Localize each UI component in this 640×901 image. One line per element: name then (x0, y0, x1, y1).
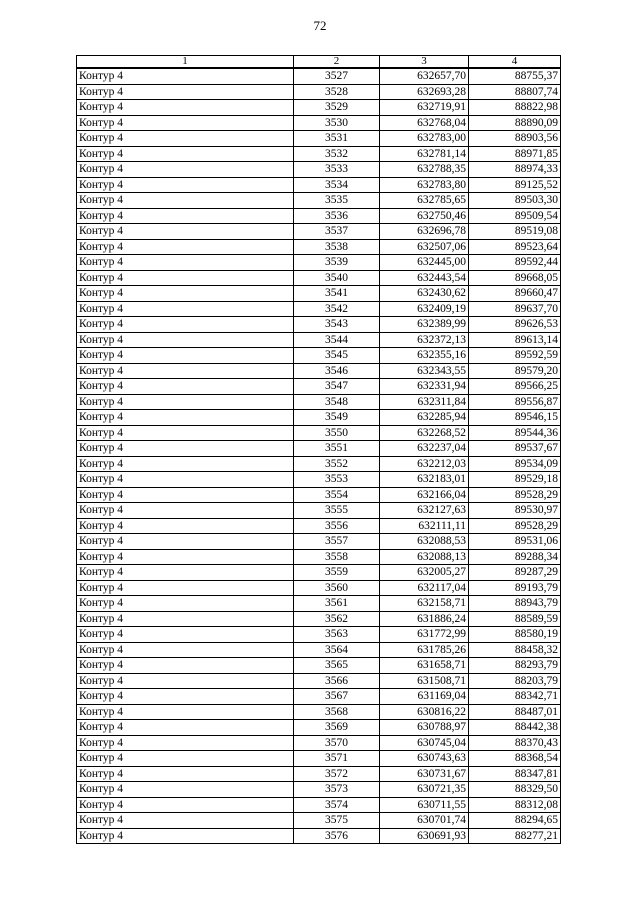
x-coordinate-cell: 632693,28 (380, 84, 469, 100)
table-row (77, 472, 561, 488)
table-row (77, 100, 561, 116)
x-coordinate-cell: 631508,71 (380, 673, 469, 689)
point-number-cell: 3530 (294, 115, 380, 131)
contour-name-cell: Контур 4 (77, 704, 294, 720)
table-row (77, 828, 561, 844)
point-number-cell: 3551 (294, 441, 380, 457)
contour-name-cell: Контур 4 (77, 379, 294, 395)
contour-name-cell: Контур 4 (77, 782, 294, 798)
x-coordinate-cell: 630743,63 (380, 751, 469, 767)
contour-name-cell: Контур 4 (77, 596, 294, 612)
x-coordinate-cell: 632430,62 (380, 286, 469, 302)
y-coordinate-cell: 89668,05 (469, 270, 561, 286)
x-coordinate-cell: 632331,94 (380, 379, 469, 395)
y-coordinate-cell: 89125,52 (469, 177, 561, 193)
point-number-cell: 3568 (294, 704, 380, 720)
contour-name-cell: Контур 4 (77, 565, 294, 581)
point-number-cell: 3543 (294, 317, 380, 333)
point-number-cell: 3544 (294, 332, 380, 348)
y-coordinate-cell: 89530,97 (469, 503, 561, 519)
contour-name-cell: Контур 4 (77, 673, 294, 689)
point-number-cell: 3561 (294, 596, 380, 612)
table-row (77, 84, 561, 100)
point-number-cell: 3573 (294, 782, 380, 798)
point-number-cell: 3548 (294, 394, 380, 410)
contour-name-cell: Контур 4 (77, 317, 294, 333)
point-number-cell: 3555 (294, 503, 380, 519)
y-coordinate-cell: 89556,87 (469, 394, 561, 410)
x-coordinate-cell: 631772,99 (380, 627, 469, 643)
y-coordinate-cell: 89193,79 (469, 580, 561, 596)
table-row (77, 642, 561, 658)
point-number-cell: 3539 (294, 255, 380, 271)
y-coordinate-cell: 88329,50 (469, 782, 561, 798)
table-row (77, 658, 561, 674)
table-row (77, 379, 561, 395)
x-coordinate-cell: 630691,93 (380, 828, 469, 844)
y-coordinate-cell: 89523,64 (469, 239, 561, 255)
point-number-cell: 3557 (294, 534, 380, 550)
contour-name-cell: Контур 4 (77, 642, 294, 658)
contour-name-cell: Контур 4 (77, 549, 294, 565)
y-coordinate-cell: 88807,74 (469, 84, 561, 100)
point-number-cell: 3556 (294, 518, 380, 534)
table-row (77, 720, 561, 736)
page-number: 72 (313, 18, 327, 33)
x-coordinate-cell: 630816,22 (380, 704, 469, 720)
y-coordinate-cell: 88368,54 (469, 751, 561, 767)
y-coordinate-cell: 89503,30 (469, 193, 561, 209)
x-coordinate-cell: 632389,99 (380, 317, 469, 333)
contour-name-cell: Контур 4 (77, 410, 294, 426)
x-coordinate-cell: 632409,19 (380, 301, 469, 317)
table-row (77, 751, 561, 767)
x-coordinate-cell: 632183,01 (380, 472, 469, 488)
table-row (77, 394, 561, 410)
table-row (77, 596, 561, 612)
y-coordinate-cell: 88442,38 (469, 720, 561, 736)
contour-name-cell: Контур 4 (77, 68, 294, 84)
contour-name-cell: Контур 4 (77, 255, 294, 271)
table-row (77, 270, 561, 286)
header-col-2: 2 (294, 56, 380, 69)
contour-name-cell: Контур 4 (77, 797, 294, 813)
table-row (77, 162, 561, 178)
point-number-cell: 3565 (294, 658, 380, 674)
contour-name-cell: Контур 4 (77, 766, 294, 782)
y-coordinate-cell: 88487,01 (469, 704, 561, 720)
contour-name-cell: Контур 4 (77, 270, 294, 286)
x-coordinate-cell: 632212,03 (380, 456, 469, 472)
point-number-cell: 3529 (294, 100, 380, 116)
table-row (77, 224, 561, 240)
point-number-cell: 3531 (294, 131, 380, 147)
point-number-cell: 3552 (294, 456, 380, 472)
y-coordinate-cell: 89546,15 (469, 410, 561, 426)
point-number-cell: 3536 (294, 208, 380, 224)
contour-name-cell: Контур 4 (77, 735, 294, 751)
contour-name-cell: Контур 4 (77, 363, 294, 379)
y-coordinate-cell: 89537,67 (469, 441, 561, 457)
table-row (77, 255, 561, 271)
point-number-cell: 3545 (294, 348, 380, 364)
contour-name-cell: Контур 4 (77, 162, 294, 178)
point-number-cell: 3558 (294, 549, 380, 565)
x-coordinate-cell: 630711,55 (380, 797, 469, 813)
x-coordinate-cell: 632311,84 (380, 394, 469, 410)
point-number-cell: 3563 (294, 627, 380, 643)
x-coordinate-cell: 632750,46 (380, 208, 469, 224)
point-number-cell: 3575 (294, 813, 380, 829)
x-coordinate-cell: 632166,04 (380, 487, 469, 503)
y-coordinate-cell: 88277,21 (469, 828, 561, 844)
point-number-cell: 3528 (294, 84, 380, 100)
point-number-cell: 3567 (294, 689, 380, 705)
y-coordinate-cell: 89613,14 (469, 332, 561, 348)
table-row (77, 782, 561, 798)
contour-name-cell: Контур 4 (77, 286, 294, 302)
point-number-cell: 3550 (294, 425, 380, 441)
point-number-cell: 3549 (294, 410, 380, 426)
y-coordinate-cell: 89592,59 (469, 348, 561, 364)
x-coordinate-cell: 632783,80 (380, 177, 469, 193)
x-coordinate-cell: 632111,11 (380, 518, 469, 534)
x-coordinate-cell: 630788,97 (380, 720, 469, 736)
table-row (77, 177, 561, 193)
table-row (77, 503, 561, 519)
table-row (77, 735, 561, 751)
x-coordinate-cell: 632768,04 (380, 115, 469, 131)
x-coordinate-cell: 631886,24 (380, 611, 469, 627)
y-coordinate-cell: 88203,79 (469, 673, 561, 689)
y-coordinate-cell: 88342,71 (469, 689, 561, 705)
x-coordinate-cell: 631785,26 (380, 642, 469, 658)
x-coordinate-cell: 632268,52 (380, 425, 469, 441)
x-coordinate-cell: 632719,91 (380, 100, 469, 116)
table-row (77, 332, 561, 348)
y-coordinate-cell: 89531,06 (469, 534, 561, 550)
y-coordinate-cell: 88293,79 (469, 658, 561, 674)
point-number-cell: 3553 (294, 472, 380, 488)
x-coordinate-cell: 632445,00 (380, 255, 469, 271)
contour-name-cell: Контур 4 (77, 208, 294, 224)
header-col-1: 1 (77, 56, 294, 69)
y-coordinate-cell: 89287,29 (469, 565, 561, 581)
table-row (77, 193, 561, 209)
x-coordinate-cell: 632343,55 (380, 363, 469, 379)
contour-name-cell: Контур 4 (77, 534, 294, 550)
contour-name-cell: Контур 4 (77, 828, 294, 844)
point-number-cell: 3527 (294, 68, 380, 84)
point-number-cell: 3546 (294, 363, 380, 379)
contour-name-cell: Контур 4 (77, 720, 294, 736)
point-number-cell: 3541 (294, 286, 380, 302)
contour-name-cell: Контур 4 (77, 394, 294, 410)
contour-name-cell: Контур 4 (77, 425, 294, 441)
table-row (77, 456, 561, 472)
y-coordinate-cell: 88347,81 (469, 766, 561, 782)
table-row (77, 689, 561, 705)
x-coordinate-cell: 632372,13 (380, 332, 469, 348)
x-coordinate-cell: 632788,35 (380, 162, 469, 178)
x-coordinate-cell: 632088,13 (380, 549, 469, 565)
contour-name-cell: Контур 4 (77, 487, 294, 503)
x-coordinate-cell: 632285,94 (380, 410, 469, 426)
header-row (77, 56, 561, 69)
table-row (77, 534, 561, 550)
x-coordinate-cell: 631658,71 (380, 658, 469, 674)
y-coordinate-cell: 89660,47 (469, 286, 561, 302)
y-coordinate-cell: 88312,08 (469, 797, 561, 813)
contour-name-cell: Контур 4 (77, 518, 294, 534)
y-coordinate-cell: 89579,20 (469, 363, 561, 379)
y-coordinate-cell: 89528,29 (469, 518, 561, 534)
y-coordinate-cell: 89626,53 (469, 317, 561, 333)
table-row (77, 208, 561, 224)
y-coordinate-cell: 89528,29 (469, 487, 561, 503)
y-coordinate-cell: 88589,59 (469, 611, 561, 627)
y-coordinate-cell: 89529,18 (469, 472, 561, 488)
contour-name-cell: Контур 4 (77, 627, 294, 643)
x-coordinate-cell: 632355,16 (380, 348, 469, 364)
contour-name-cell: Контур 4 (77, 658, 294, 674)
x-coordinate-cell: 632117,04 (380, 580, 469, 596)
contour-name-cell: Контур 4 (77, 146, 294, 162)
point-number-cell: 3537 (294, 224, 380, 240)
y-coordinate-cell: 89288,34 (469, 549, 561, 565)
x-coordinate-cell: 630745,04 (380, 735, 469, 751)
point-number-cell: 3571 (294, 751, 380, 767)
y-coordinate-cell: 88755,37 (469, 68, 561, 84)
x-coordinate-cell: 632696,78 (380, 224, 469, 240)
point-number-cell: 3532 (294, 146, 380, 162)
y-coordinate-cell: 88458,32 (469, 642, 561, 658)
x-coordinate-cell: 632781,14 (380, 146, 469, 162)
point-number-cell: 3554 (294, 487, 380, 503)
contour-name-cell: Контур 4 (77, 131, 294, 147)
x-coordinate-cell: 632657,70 (380, 68, 469, 84)
x-coordinate-cell: 632237,04 (380, 441, 469, 457)
contour-name-cell: Контур 4 (77, 177, 294, 193)
y-coordinate-cell: 88370,43 (469, 735, 561, 751)
point-number-cell: 3570 (294, 735, 380, 751)
contour-name-cell: Контур 4 (77, 472, 294, 488)
contour-name-cell: Контур 4 (77, 115, 294, 131)
table-row (77, 286, 561, 302)
y-coordinate-cell: 88294,65 (469, 813, 561, 829)
point-number-cell: 3547 (294, 379, 380, 395)
point-number-cell: 3572 (294, 766, 380, 782)
contour-name-cell: Контур 4 (77, 611, 294, 627)
point-number-cell: 3538 (294, 239, 380, 255)
contour-name-cell: Контур 4 (77, 456, 294, 472)
x-coordinate-cell: 632005,27 (380, 565, 469, 581)
contour-name-cell: Контур 4 (77, 751, 294, 767)
point-number-cell: 3564 (294, 642, 380, 658)
table-row (77, 317, 561, 333)
point-number-cell: 3576 (294, 828, 380, 844)
header-col-3: 3 (380, 56, 469, 69)
contour-name-cell: Контур 4 (77, 689, 294, 705)
contour-name-cell: Контур 4 (77, 301, 294, 317)
table-row (77, 301, 561, 317)
table-row (77, 410, 561, 426)
header-col-4: 4 (469, 56, 561, 69)
y-coordinate-cell: 89534,09 (469, 456, 561, 472)
table-row (77, 115, 561, 131)
y-coordinate-cell: 89566,25 (469, 379, 561, 395)
x-coordinate-cell: 632443,54 (380, 270, 469, 286)
contour-name-cell: Контур 4 (77, 332, 294, 348)
table-row (77, 131, 561, 147)
point-number-cell: 3569 (294, 720, 380, 736)
contour-name-cell: Контур 4 (77, 348, 294, 364)
contour-name-cell: Контур 4 (77, 239, 294, 255)
y-coordinate-cell: 88890,09 (469, 115, 561, 131)
point-number-cell: 3560 (294, 580, 380, 596)
contour-name-cell: Контур 4 (77, 224, 294, 240)
point-number-cell: 3566 (294, 673, 380, 689)
point-number-cell: 3540 (294, 270, 380, 286)
table-row (77, 487, 561, 503)
point-number-cell: 3534 (294, 177, 380, 193)
table-row (77, 441, 561, 457)
table-row (77, 68, 561, 84)
contour-name-cell: Контур 4 (77, 813, 294, 829)
table-row (77, 425, 561, 441)
contour-name-cell: Контур 4 (77, 84, 294, 100)
y-coordinate-cell: 89637,70 (469, 301, 561, 317)
table-row (77, 518, 561, 534)
table-row (77, 239, 561, 255)
table-row (77, 580, 561, 596)
point-number-cell: 3574 (294, 797, 380, 813)
table-row (77, 363, 561, 379)
y-coordinate-cell: 88971,85 (469, 146, 561, 162)
contour-name-cell: Контур 4 (77, 100, 294, 116)
table-row (77, 611, 561, 627)
table-row (77, 348, 561, 364)
y-coordinate-cell: 88903,56 (469, 131, 561, 147)
y-coordinate-cell: 89544,36 (469, 425, 561, 441)
contour-name-cell: Контур 4 (77, 580, 294, 596)
x-coordinate-cell: 632088,53 (380, 534, 469, 550)
y-coordinate-cell: 89509,54 (469, 208, 561, 224)
x-coordinate-cell: 632158,71 (380, 596, 469, 612)
y-coordinate-cell: 88822,98 (469, 100, 561, 116)
table-row (77, 766, 561, 782)
table-row (77, 549, 561, 565)
table-header (77, 56, 561, 69)
x-coordinate-cell: 631169,04 (380, 689, 469, 705)
x-coordinate-cell: 632783,00 (380, 131, 469, 147)
table-row (77, 146, 561, 162)
table-row (77, 565, 561, 581)
point-number-cell: 3533 (294, 162, 380, 178)
point-number-cell: 3562 (294, 611, 380, 627)
point-number-cell: 3559 (294, 565, 380, 581)
table-body (77, 68, 561, 844)
contour-name-cell: Контур 4 (77, 503, 294, 519)
y-coordinate-cell: 88943,79 (469, 596, 561, 612)
table-row (77, 704, 561, 720)
contour-name-cell: Контур 4 (77, 193, 294, 209)
x-coordinate-cell: 630721,35 (380, 782, 469, 798)
x-coordinate-cell: 632507,06 (380, 239, 469, 255)
x-coordinate-cell: 630731,67 (380, 766, 469, 782)
table-row (77, 673, 561, 689)
x-coordinate-cell: 632785,65 (380, 193, 469, 209)
contour-name-cell: Контур 4 (77, 441, 294, 457)
y-coordinate-cell: 89592,44 (469, 255, 561, 271)
point-number-cell: 3542 (294, 301, 380, 317)
coordinates-table (76, 55, 561, 844)
y-coordinate-cell: 88974,33 (469, 162, 561, 178)
table-row (77, 627, 561, 643)
y-coordinate-cell: 89519,08 (469, 224, 561, 240)
x-coordinate-cell: 630701,74 (380, 813, 469, 829)
table-row (77, 813, 561, 829)
y-coordinate-cell: 88580,19 (469, 627, 561, 643)
table-row (77, 797, 561, 813)
x-coordinate-cell: 632127,63 (380, 503, 469, 519)
point-number-cell: 3535 (294, 193, 380, 209)
